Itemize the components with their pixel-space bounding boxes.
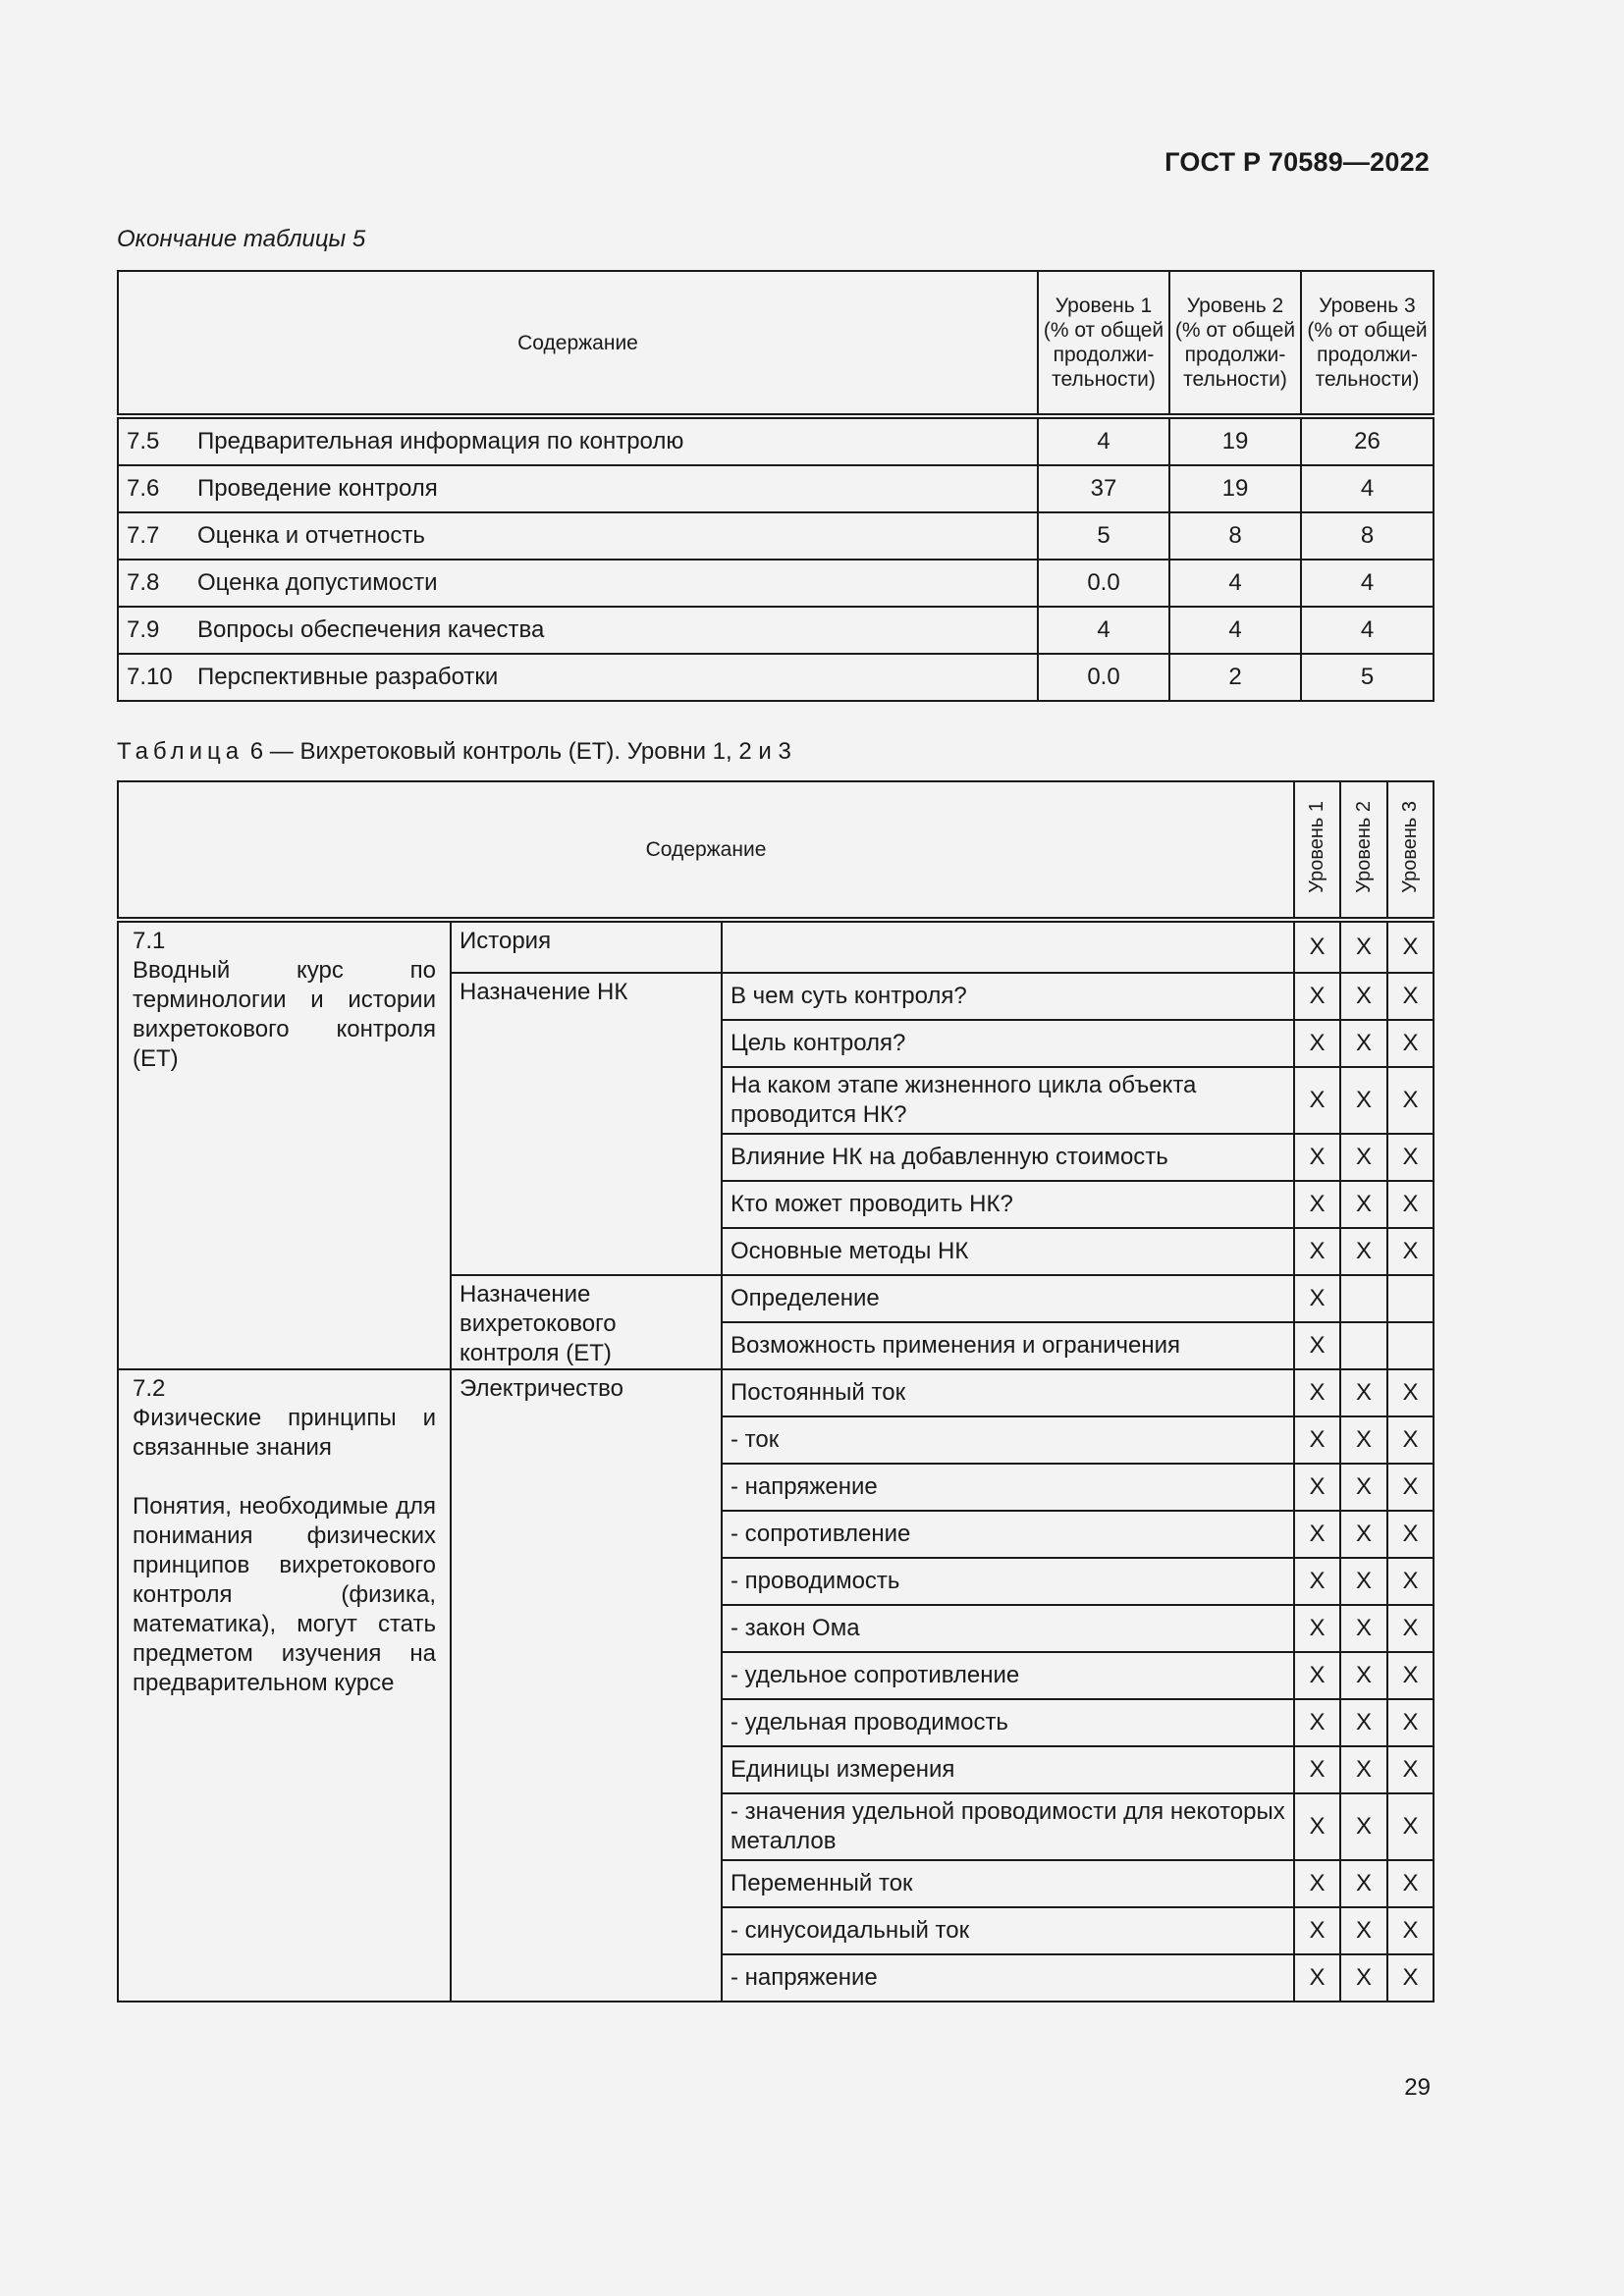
table5-row-content: [118, 465, 1038, 512]
table6-row: [118, 920, 1434, 973]
table6-item-cell: Определение: [722, 1275, 1294, 1322]
table5-level3-value: 5: [1301, 654, 1434, 701]
table6-level3-mark: X: [1387, 920, 1434, 973]
table6-level3-mark: X: [1387, 1416, 1434, 1464]
table6-level3-mark: X: [1387, 1793, 1434, 1860]
table6-level2-mark: X: [1340, 1558, 1387, 1605]
table6-caption-text: 6 — Вихретоковый контроль (ЕТ). Уровни 1, 2 и 3: [249, 738, 791, 765]
table6-section-title: Вводный курс по терминологии и истории вихретокового контроля (ЕТ): [133, 957, 436, 1072]
table6-item-cell: Основные методы НК: [722, 1228, 1294, 1275]
table6-level1-mark: X: [1294, 1558, 1340, 1605]
table5-level2-value: 4: [1169, 560, 1301, 607]
table6-level3-mark: X: [1387, 1020, 1434, 1067]
table6-section-title: Физические принципы и связанные знания: [133, 1405, 436, 1461]
table5-header-level2: Уровень 2 (% от общей продолжи-тельности): [1169, 271, 1301, 416]
table6-section-note: Понятия, необходимые для понимания физических принципов вихретокового контроля (физика, математика), могут стать предметом изучения на предварительном курсе: [133, 1493, 436, 1696]
table6-level2-mark: [1340, 1322, 1387, 1369]
table6-section-code: 7.1: [133, 928, 166, 954]
table6-level2-mark: X: [1340, 920, 1387, 973]
table6-item-cell: Переменный ток: [722, 1860, 1294, 1907]
table6-level1-mark: X: [1294, 1181, 1340, 1228]
table6-item-cell: - ток: [722, 1416, 1294, 1464]
table5-row-content: [118, 416, 1038, 465]
table6-level3-mark: X: [1387, 1652, 1434, 1699]
table6-level2-mark: X: [1340, 1605, 1387, 1652]
table6-topic-cell: Назначение вихретокового контроля (ЕТ): [451, 1275, 722, 1369]
table5-header-row: [118, 271, 1434, 416]
table6-level2-mark: X: [1340, 1416, 1387, 1464]
table-5: [117, 270, 1435, 702]
table6-level1-mark: X: [1294, 1699, 1340, 1746]
table5-row-code: 7.5: [127, 428, 160, 454]
table6-item-cell: В чем суть контроля?: [722, 973, 1294, 1020]
table6-level2-mark: X: [1340, 1699, 1387, 1746]
table5-row: [118, 465, 1434, 512]
table6-level3-mark: X: [1387, 1907, 1434, 1954]
table6-level3-mark: X: [1387, 1369, 1434, 1416]
table6-level2-mark: X: [1340, 1652, 1387, 1699]
table6-item-cell: Постоянный ток: [722, 1369, 1294, 1416]
table5-row-content: [118, 607, 1038, 654]
page-number: 29: [1404, 2074, 1431, 2101]
table5-level1-value: 37: [1038, 465, 1169, 512]
table5-row: [118, 416, 1434, 465]
table5-row-content: [118, 560, 1038, 607]
table5-header-content: Содержание: [118, 271, 1038, 416]
table6-level1-mark: X: [1294, 920, 1340, 973]
table6-row: [118, 1369, 1434, 1416]
table6-level1-mark: X: [1294, 1067, 1340, 1134]
table6-topic-cell: Назначение НК: [451, 973, 722, 1275]
table6-level2-mark: X: [1340, 1511, 1387, 1558]
table6-level1-mark: X: [1294, 1020, 1340, 1067]
table5-level3-value: 26: [1301, 416, 1434, 465]
table5-row-title: Вопросы обеспечения качества: [197, 616, 545, 643]
table6-section-cell: [118, 920, 451, 1369]
table5-level3-value: 8: [1301, 512, 1434, 560]
table6-topic-cell: История: [451, 920, 722, 973]
table5-row-title: Перспективные разработки: [197, 664, 499, 690]
table6-level1-mark: X: [1294, 1793, 1340, 1860]
table6-level2-mark: X: [1340, 1369, 1387, 1416]
table6-level2-mark: X: [1340, 1228, 1387, 1275]
table6-item-cell: - сопротивление: [722, 1511, 1294, 1558]
table5-caption: Окончание таблицы 5: [117, 226, 366, 252]
table6-level1-mark: X: [1294, 1322, 1340, 1369]
table5-level2-value: 19: [1169, 416, 1301, 465]
table6-caption-label: Таблица: [117, 738, 244, 765]
table6-level3-mark: X: [1387, 1134, 1434, 1181]
table6-item-cell: Цель контроля?: [722, 1020, 1294, 1067]
table5-header-level1: Уровень 1 (% от общей продолжи-тельности): [1038, 271, 1169, 416]
table5-level2-value: 19: [1169, 465, 1301, 512]
table6-section-cell: [118, 1369, 451, 2002]
table6-level2-mark: X: [1340, 1746, 1387, 1793]
table6-level1-mark: X: [1294, 1511, 1340, 1558]
table6-item-cell: Влияние НК на добавленную стоимость: [722, 1134, 1294, 1181]
table6-level2-mark: X: [1340, 1464, 1387, 1511]
table5-row-content: [118, 512, 1038, 560]
table6-level3-mark: X: [1387, 1181, 1434, 1228]
table6-level3-mark: [1387, 1322, 1434, 1369]
table5-row-title: Предварительная информация по контролю: [197, 428, 684, 454]
table5-level1-value: 0.0: [1038, 654, 1169, 701]
table6-level2-mark: X: [1340, 1020, 1387, 1067]
table5-level2-value: 4: [1169, 607, 1301, 654]
table6-level1-mark: X: [1294, 1275, 1340, 1322]
table5-row-code: 7.8: [127, 569, 160, 596]
table6-level1-mark: X: [1294, 1860, 1340, 1907]
table6-level1-mark: X: [1294, 1954, 1340, 2002]
table6-level1-mark: X: [1294, 1605, 1340, 1652]
table6-level3-mark: X: [1387, 1605, 1434, 1652]
table5-level3-value: 4: [1301, 560, 1434, 607]
table6-header-row: [118, 781, 1434, 920]
table6-level3-mark: X: [1387, 1067, 1434, 1134]
table6-level3-mark: X: [1387, 1558, 1434, 1605]
table6-level1-mark: X: [1294, 1746, 1340, 1793]
table6-level3-mark: X: [1387, 1746, 1434, 1793]
table6-level2-mark: X: [1340, 1860, 1387, 1907]
table5-header-level3: Уровень 3 (% от общей продолжи-тельности): [1301, 271, 1434, 416]
table6-level1-mark: X: [1294, 1228, 1340, 1275]
table6-caption: [117, 738, 791, 766]
table6-level1-mark: X: [1294, 1134, 1340, 1181]
table6-item-cell: Возможность применения и ограничения: [722, 1322, 1294, 1369]
table6-level2-mark: X: [1340, 1907, 1387, 1954]
table5-row-code: 7.9: [127, 616, 160, 643]
table5-row-code: 7.7: [127, 522, 160, 549]
table6-level2-mark: X: [1340, 1067, 1387, 1134]
table6-level1-mark: X: [1294, 1369, 1340, 1416]
table5-row: [118, 560, 1434, 607]
table5-row: [118, 512, 1434, 560]
table6-level3-mark: X: [1387, 1464, 1434, 1511]
table6-level1-mark: X: [1294, 1907, 1340, 1954]
table6-level3-mark: X: [1387, 1954, 1434, 2002]
table6-level2-mark: X: [1340, 1134, 1387, 1181]
table5-row-code: 7.10: [127, 664, 173, 690]
table5-level2-value: 8: [1169, 512, 1301, 560]
document-code: ГОСТ Р 70589—2022: [1164, 147, 1430, 177]
table6-item-cell: Кто может проводить НК?: [722, 1181, 1294, 1228]
table6-level2-mark: [1340, 1275, 1387, 1322]
table5-level2-value: 2: [1169, 654, 1301, 701]
table6-item-cell: - синусоидальный ток: [722, 1907, 1294, 1954]
table5-row-content: [118, 654, 1038, 701]
table5-level1-value: 4: [1038, 607, 1169, 654]
table6-item-cell: - удельная проводимость: [722, 1699, 1294, 1746]
table6-item-cell: [722, 920, 1294, 973]
table6-level1-mark: X: [1294, 1464, 1340, 1511]
table6-item-cell: Единицы измерения: [722, 1746, 1294, 1793]
table6-level2-mark: X: [1340, 1181, 1387, 1228]
table5-level1-value: 5: [1038, 512, 1169, 560]
table5-row: [118, 607, 1434, 654]
table5-row-code: 7.6: [127, 475, 160, 502]
table6-level2-mark: X: [1340, 973, 1387, 1020]
table6-item-cell: - значения удельной проводимости для некоторых металлов: [722, 1793, 1294, 1860]
table6-header-content: Содержание: [118, 781, 1294, 920]
table6-level1-mark: X: [1294, 1652, 1340, 1699]
table6-level2-mark: X: [1340, 1793, 1387, 1860]
table6-level1-mark: X: [1294, 1416, 1340, 1464]
table5-row-title: Оценка допустимости: [197, 569, 438, 596]
table5-level1-value: 4: [1038, 416, 1169, 465]
table6-level2-mark: X: [1340, 1954, 1387, 2002]
table6-level3-mark: X: [1387, 1860, 1434, 1907]
table6-item-cell: - удельное сопротивление: [722, 1652, 1294, 1699]
table6-item-cell: - напряжение: [722, 1954, 1294, 2002]
table6-level3-mark: [1387, 1275, 1434, 1322]
table6-item-cell: - закон Ома: [722, 1605, 1294, 1652]
table-6: [117, 780, 1435, 2002]
table5-row: [118, 654, 1434, 701]
table6-level1-mark: X: [1294, 973, 1340, 1020]
table6-item-cell: На каком этапе жизненного цикла объекта проводится НК?: [722, 1067, 1294, 1134]
table6-level3-mark: X: [1387, 1228, 1434, 1275]
table5-row-title: Оценка и отчетность: [197, 522, 425, 549]
table5-level3-value: 4: [1301, 607, 1434, 654]
table5-row-title: Проведение контроля: [197, 475, 438, 502]
table6-topic-cell: Электричество: [451, 1369, 722, 2002]
table6-level3-mark: X: [1387, 1699, 1434, 1746]
table6-item-cell: - напряжение: [722, 1464, 1294, 1511]
table6-section-code: 7.2: [133, 1375, 166, 1402]
table6-header-level3: Уровень 3: [1387, 781, 1434, 920]
table6-item-cell: - проводимость: [722, 1558, 1294, 1605]
table5-level3-value: 4: [1301, 465, 1434, 512]
table5-level1-value: 0.0: [1038, 560, 1169, 607]
table6-header-level1: Уровень 1: [1294, 781, 1340, 920]
table6-level3-mark: X: [1387, 1511, 1434, 1558]
table6-level3-mark: X: [1387, 973, 1434, 1020]
table6-header-level2: Уровень 2: [1340, 781, 1387, 920]
